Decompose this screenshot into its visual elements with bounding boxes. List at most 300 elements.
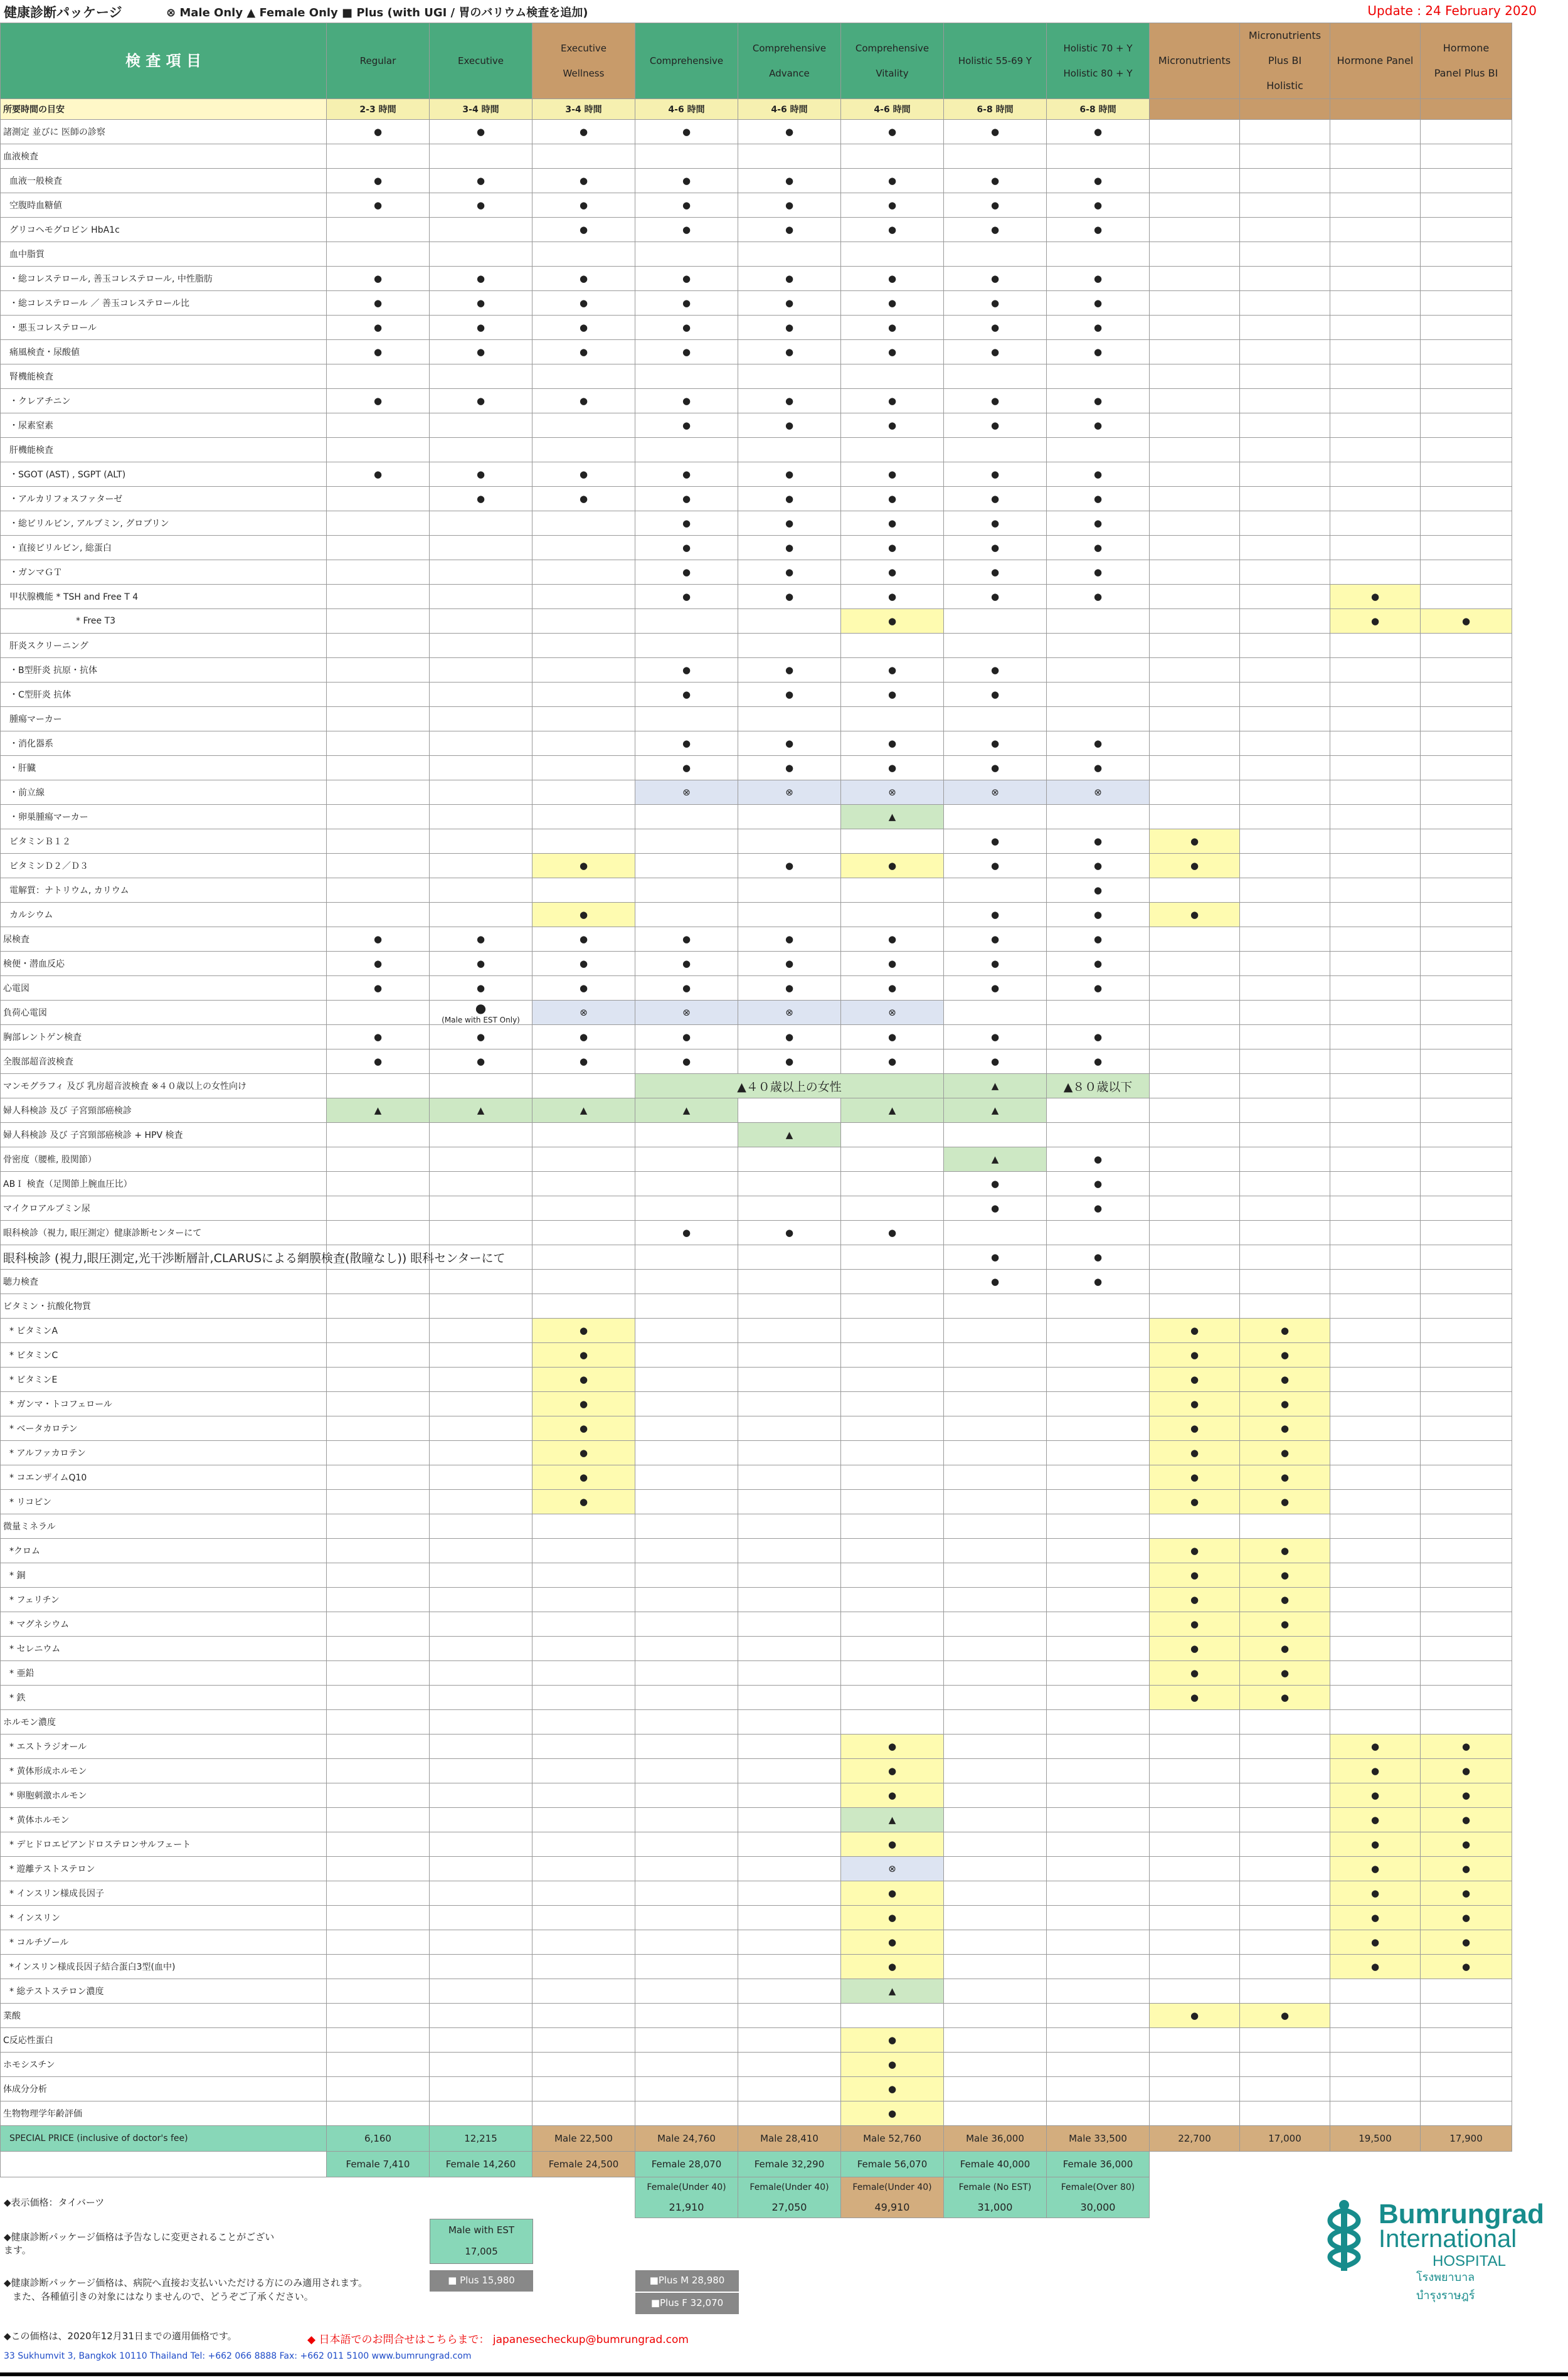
included-mark: ● <box>944 1270 1047 1294</box>
included-mark: ● <box>841 927 944 952</box>
included-mark: ● <box>635 511 738 536</box>
update-date: Update : 24 February 2020 <box>1367 3 1537 18</box>
empty-cell <box>1240 1001 1330 1025</box>
empty-cell <box>944 1857 1047 1881</box>
empty-cell <box>1047 1416 1150 1441</box>
empty-cell <box>1421 364 1512 389</box>
empty-cell <box>738 1979 841 2004</box>
empty-cell <box>1047 1319 1150 1343</box>
empty-cell <box>327 1881 430 1906</box>
bottom-divider <box>0 2372 1568 2376</box>
included-mark: ● <box>1047 1049 1150 1074</box>
empty-cell <box>944 1490 1047 1514</box>
table-row <box>1 1710 1512 1735</box>
included-mark: ● <box>841 952 944 976</box>
empty-cell <box>327 536 430 560</box>
empty-cell <box>327 560 430 585</box>
included-mark: ● <box>1240 1563 1330 1588</box>
row-label: 電解質：ナトリウム, カリウム <box>1 878 327 903</box>
empty-cell <box>738 1588 841 1612</box>
empty-cell <box>1330 1245 1421 1270</box>
included-mark: ● <box>1421 1881 1512 1906</box>
empty-cell <box>430 1563 532 1588</box>
included-mark: ● <box>738 1221 841 1245</box>
empty-cell <box>1240 1098 1330 1123</box>
empty-cell <box>738 2053 841 2077</box>
empty-cell <box>1150 267 1240 291</box>
empty-cell <box>532 1906 635 1930</box>
empty-cell <box>1047 2028 1150 2053</box>
price-female-cell: Female 28,070 <box>635 2152 738 2177</box>
empty-cell <box>944 805 1047 829</box>
empty-cell <box>532 634 635 658</box>
row-label: * マグネシウム <box>1 1612 327 1637</box>
empty-cell <box>944 1319 1047 1343</box>
empty-cell <box>1330 780 1421 805</box>
included-mark: ● <box>327 927 430 952</box>
empty-cell <box>532 2053 635 2077</box>
empty-cell <box>1330 1686 1421 1710</box>
empty-cell <box>327 1735 430 1759</box>
included-mark: ● <box>635 218 738 242</box>
row-label: ホルモン濃度 <box>1 1710 327 1735</box>
empty-cell <box>841 1563 944 1588</box>
empty-cell <box>327 1612 430 1637</box>
included-mark: ● <box>738 291 841 316</box>
empty-cell <box>738 1319 841 1343</box>
plus-female-price: ■Plus F 32,070 <box>635 2293 739 2314</box>
empty-cell <box>1240 658 1330 683</box>
empty-cell <box>430 1441 532 1465</box>
included-mark: ● <box>841 1832 944 1857</box>
empty-cell <box>635 144 738 169</box>
empty-cell <box>738 707 841 731</box>
table-row <box>1 1857 1512 1881</box>
empty-cell <box>327 1001 430 1025</box>
row-label: ・悪玉コレステロール <box>1 316 327 340</box>
empty-cell <box>1330 291 1421 316</box>
empty-cell <box>635 1270 738 1294</box>
row-label: 痛風検査・尿酸値 <box>1 340 327 364</box>
empty-cell <box>1421 854 1512 878</box>
included-mark: ● <box>1330 1808 1421 1832</box>
empty-cell <box>944 1808 1047 1832</box>
included-mark: ● <box>430 487 532 511</box>
empty-cell <box>841 1588 944 1612</box>
price-male-cell: Male 28,410 <box>738 2126 841 2152</box>
included-mark: ● <box>532 976 635 1001</box>
empty-cell <box>532 1563 635 1588</box>
empty-cell <box>532 364 635 389</box>
empty-cell <box>635 2053 738 2077</box>
empty-cell <box>1047 1661 1150 1686</box>
row-label: 諸測定 並びに 医師の診察 <box>1 120 327 144</box>
price-empty-cell <box>532 2177 635 2218</box>
row-label: マイクロアルブミン尿 <box>1 1196 327 1221</box>
included-mark: ● <box>944 340 1047 364</box>
empty-cell <box>1240 1123 1330 1147</box>
table-row <box>1 2077 1512 2101</box>
empty-cell <box>430 829 532 854</box>
included-mark: ● <box>841 2053 944 2077</box>
empty-cell <box>327 438 430 462</box>
empty-cell <box>1421 389 1512 413</box>
empty-cell <box>1330 1539 1421 1563</box>
price-female-cell: Female 32,290 <box>738 2152 841 2177</box>
female-only-mark: ▲ <box>841 1808 944 1832</box>
empty-cell <box>1047 1857 1150 1881</box>
empty-cell <box>532 731 635 756</box>
empty-cell <box>1421 805 1512 829</box>
empty-cell <box>944 1955 1047 1979</box>
empty-cell <box>1240 1759 1330 1783</box>
included-mark: ● <box>841 487 944 511</box>
empty-cell <box>738 2004 841 2028</box>
included-mark: ● <box>841 267 944 291</box>
row-label: ・肝臓 <box>1 756 327 780</box>
included-mark: ● <box>944 756 1047 780</box>
empty-cell <box>635 1392 738 1416</box>
column-header-6 <box>841 23 944 99</box>
empty-cell <box>944 634 1047 658</box>
table-row <box>1 1465 1512 1490</box>
table-row <box>1 1196 1512 1221</box>
hours-label: 所要時間の目安 <box>1 99 327 120</box>
row-label: ・総ビリルビン, アルブミン, グロブリン <box>1 511 327 536</box>
empty-cell <box>1150 1808 1240 1832</box>
included-mark: ● <box>1047 756 1150 780</box>
included-mark: ● <box>841 218 944 242</box>
empty-cell <box>738 2077 841 2101</box>
table-row <box>1 536 1512 560</box>
empty-cell <box>841 878 944 903</box>
empty-cell <box>1421 878 1512 903</box>
empty-cell <box>1240 609 1330 634</box>
empty-cell <box>1421 340 1512 364</box>
included-mark: ● <box>1330 1759 1421 1783</box>
row-label: 肝機能検査 <box>1 438 327 462</box>
price-female-cell: Female 24,500 <box>532 2152 635 2177</box>
included-mark: ● <box>1150 1661 1240 1686</box>
male-only-mark: ⊗ <box>738 1001 841 1025</box>
row-label: 眼科検診（視力, 眼圧測定）健康診断センターにて <box>1 1221 327 1245</box>
included-mark: ● <box>327 291 430 316</box>
included-mark: ● <box>841 340 944 364</box>
hospital-logo <box>1316 2199 1544 2302</box>
empty-cell <box>841 1612 944 1637</box>
empty-cell <box>430 242 532 267</box>
empty-cell <box>1240 829 1330 854</box>
included-mark: ● <box>1240 1465 1330 1490</box>
included-mark: ● <box>1047 976 1150 1001</box>
empty-cell <box>1240 560 1330 585</box>
empty-cell <box>944 1637 1047 1661</box>
included-mark: ● <box>1047 1270 1150 1294</box>
empty-cell <box>532 1783 635 1808</box>
included-mark: ● <box>532 193 635 218</box>
included-mark: ● <box>738 756 841 780</box>
row-label: 負荷心電図 <box>1 1001 327 1025</box>
empty-cell <box>327 1857 430 1881</box>
empty-cell <box>1150 1514 1240 1539</box>
empty-cell <box>738 1661 841 1686</box>
empty-cell <box>1150 169 1240 193</box>
mammo-80-cell: ▲８０歳以下 <box>1047 1074 1150 1098</box>
included-mark: ● <box>944 927 1047 952</box>
included-mark: ● <box>841 1759 944 1783</box>
included-mark: ● <box>944 218 1047 242</box>
row-label: *クロム <box>1 1539 327 1563</box>
empty-cell <box>1421 829 1512 854</box>
included-mark: ● <box>841 756 944 780</box>
included-mark: ● <box>841 120 944 144</box>
row-label: * 銅 <box>1 1563 327 1588</box>
empty-cell <box>1330 683 1421 707</box>
included-mark: ● <box>1150 1392 1240 1416</box>
included-mark: ● <box>841 1735 944 1759</box>
price-extra-value: 31,000 <box>977 2201 1013 2213</box>
empty-cell <box>532 438 635 462</box>
empty-cell <box>1421 756 1512 780</box>
empty-cell <box>1150 683 1240 707</box>
included-mark: ● <box>1240 1490 1330 1514</box>
included-mark: ● <box>1150 1612 1240 1637</box>
included-mark: ● <box>532 1319 635 1343</box>
included-mark: ● <box>1421 1906 1512 1930</box>
empty-cell <box>1150 1098 1240 1123</box>
empty-cell <box>327 634 430 658</box>
male-est-cell <box>430 1001 532 1025</box>
empty-cell <box>1421 634 1512 658</box>
empty-cell <box>1240 267 1330 291</box>
empty-cell <box>738 609 841 634</box>
empty-cell <box>944 242 1047 267</box>
included-mark: ● <box>841 316 944 340</box>
empty-cell <box>944 1416 1047 1441</box>
male-only-mark: ⊗ <box>841 1001 944 1025</box>
included-mark: ● <box>841 462 944 487</box>
included-mark: ● <box>1047 585 1150 609</box>
empty-cell <box>1240 2101 1330 2126</box>
empty-cell <box>1047 2053 1150 2077</box>
empty-cell <box>944 1441 1047 1465</box>
included-mark: ● <box>532 462 635 487</box>
empty-cell <box>430 805 532 829</box>
empty-cell <box>1047 1588 1150 1612</box>
empty-cell <box>738 1245 841 1270</box>
table-row <box>1 854 1512 878</box>
included-mark: ● <box>1421 1930 1512 1955</box>
column-header-1 <box>327 23 430 99</box>
empty-cell <box>327 1783 430 1808</box>
empty-cell <box>532 1221 635 1245</box>
male-only-mark: ⊗ <box>635 780 738 805</box>
empty-cell <box>1330 1465 1421 1490</box>
empty-cell <box>1330 413 1421 438</box>
empty-cell <box>1330 1270 1421 1294</box>
empty-cell <box>1421 1490 1512 1514</box>
included-mark: ● <box>1150 1465 1240 1490</box>
included-mark: ● <box>1047 1147 1150 1172</box>
table-row <box>1 1074 1512 1098</box>
column-header-5 <box>738 23 841 99</box>
row-label: 肝炎スクリーニング <box>1 634 327 658</box>
row-label: ・ガンマＧＴ <box>1 560 327 585</box>
footnote-validity: ◆この価格は、2020年12月31日までの適用価格です。 <box>4 2330 237 2342</box>
table-row <box>1 1783 1512 1808</box>
empty-cell <box>635 609 738 634</box>
empty-cell <box>738 1416 841 1441</box>
included-mark: ● <box>635 413 738 438</box>
empty-cell <box>430 1735 532 1759</box>
included-mark: ● <box>532 1416 635 1441</box>
empty-cell <box>841 1441 944 1465</box>
included-mark: ● <box>635 927 738 952</box>
empty-cell <box>635 1196 738 1221</box>
column-header-text: Regular <box>359 55 396 66</box>
included-mark: ● <box>430 927 532 952</box>
included-mark: ● <box>738 585 841 609</box>
included-mark: ● <box>1330 1783 1421 1808</box>
empty-cell <box>944 1930 1047 1955</box>
empty-cell <box>738 2101 841 2126</box>
empty-cell <box>327 1172 430 1196</box>
included-mark: ● <box>430 952 532 976</box>
empty-cell <box>430 731 532 756</box>
empty-cell <box>327 511 430 536</box>
empty-cell <box>1240 683 1330 707</box>
empty-cell <box>327 1832 430 1857</box>
included-mark: ● <box>1421 1832 1512 1857</box>
empty-cell <box>532 1686 635 1710</box>
empty-cell <box>430 707 532 731</box>
empty-cell <box>1150 1172 1240 1196</box>
included-mark: ● <box>738 193 841 218</box>
empty-cell <box>1421 120 1512 144</box>
empty-cell <box>841 1661 944 1686</box>
female-only-mark: ▲ <box>944 1074 1047 1098</box>
empty-cell <box>1150 1221 1240 1245</box>
included-mark: ● <box>532 389 635 413</box>
empty-cell <box>1330 1490 1421 1514</box>
empty-cell <box>1150 536 1240 560</box>
empty-cell <box>430 2101 532 2126</box>
empty-cell <box>532 560 635 585</box>
empty-cell <box>1421 1319 1512 1343</box>
empty-cell <box>430 1147 532 1172</box>
included-mark: ● <box>944 1049 1047 1074</box>
empty-cell <box>1421 1539 1512 1563</box>
empty-cell <box>841 144 944 169</box>
included-mark: ● <box>327 389 430 413</box>
empty-cell <box>1240 805 1330 829</box>
empty-cell <box>327 658 430 683</box>
table-row <box>1 1563 1512 1588</box>
included-mark: ● <box>841 169 944 193</box>
empty-cell <box>944 1661 1047 1686</box>
included-mark: ● <box>1047 927 1150 952</box>
price-empty-cell <box>1421 2152 1512 2177</box>
empty-cell <box>1240 903 1330 927</box>
female-only-mark: ▲ <box>430 1098 532 1123</box>
logo-line4: โรงพยาบาลบำรุงราษฎร์ <box>1416 2271 1475 2302</box>
included-mark: ● <box>944 316 1047 340</box>
price-male-cell: 17,900 <box>1421 2126 1512 2152</box>
column-header-item: 検 査 項 目 <box>1 23 327 99</box>
empty-cell <box>1240 927 1330 952</box>
empty-cell <box>1047 1955 1150 1979</box>
table-row <box>1 1930 1512 1955</box>
empty-cell <box>1240 438 1330 462</box>
empty-cell <box>1421 1049 1512 1074</box>
included-mark: ● <box>635 952 738 976</box>
empty-cell <box>944 878 1047 903</box>
footnote-change-b: ます。 <box>4 2245 31 2256</box>
male-only-mark: ⊗ <box>841 780 944 805</box>
empty-cell <box>841 1123 944 1147</box>
empty-cell <box>738 2028 841 2053</box>
empty-cell <box>430 1661 532 1686</box>
empty-cell <box>1421 316 1512 340</box>
price-female-cell: Female 36,000 <box>1047 2152 1150 2177</box>
row-label: ・B型肝炎 抗原・抗体 <box>1 658 327 683</box>
table-row <box>1 731 1512 756</box>
included-mark: ● <box>1150 1686 1240 1710</box>
empty-cell <box>1240 780 1330 805</box>
table-row <box>1 438 1512 462</box>
empty-cell <box>1150 1979 1240 2004</box>
empty-cell <box>430 1539 532 1563</box>
empty-cell <box>841 364 944 389</box>
row-label: * デヒドロエピアンドロステロンサルフェート <box>1 1832 327 1857</box>
empty-cell <box>327 1539 430 1563</box>
included-mark: ● <box>1330 1930 1421 1955</box>
empty-cell <box>1330 1074 1421 1098</box>
empty-cell <box>1330 2101 1421 2126</box>
included-mark: ● <box>1421 609 1512 634</box>
table-row <box>1 1686 1512 1710</box>
empty-cell <box>1047 1832 1150 1857</box>
price-extra-cell <box>944 2177 1047 2218</box>
empty-cell <box>430 1906 532 1930</box>
empty-cell <box>1240 511 1330 536</box>
empty-cell <box>1150 218 1240 242</box>
included-mark: ● <box>1421 1783 1512 1808</box>
empty-cell <box>635 242 738 267</box>
price-row-female <box>1 2152 1512 2177</box>
empty-cell <box>1240 1955 1330 1979</box>
column-header-text: Holistic 55-69 Y <box>958 55 1032 66</box>
included-mark: ● <box>738 658 841 683</box>
empty-cell <box>1330 1098 1421 1123</box>
row-label: グリコヘモグロビン HbA1c <box>1 218 327 242</box>
empty-cell <box>1150 2101 1240 2126</box>
empty-cell <box>430 218 532 242</box>
empty-cell <box>635 1416 738 1441</box>
empty-cell <box>1047 634 1150 658</box>
empty-cell <box>1330 1049 1421 1074</box>
table-row <box>1 683 1512 707</box>
price-male-cell: 6,160 <box>327 2126 430 2152</box>
row-label: * 遊離テストステロン <box>1 1857 327 1881</box>
contact-email[interactable]: ◆ 日本語でのお問合せはこちらまで： japanesecheckup@bumrungrad.com <box>307 2334 689 2346</box>
empty-cell <box>430 1416 532 1441</box>
empty-cell <box>430 536 532 560</box>
female-only-mark: ▲ <box>738 1123 841 1147</box>
empty-cell <box>635 1881 738 1906</box>
table-row <box>1 1245 1512 1270</box>
included-mark: ● <box>1047 193 1150 218</box>
